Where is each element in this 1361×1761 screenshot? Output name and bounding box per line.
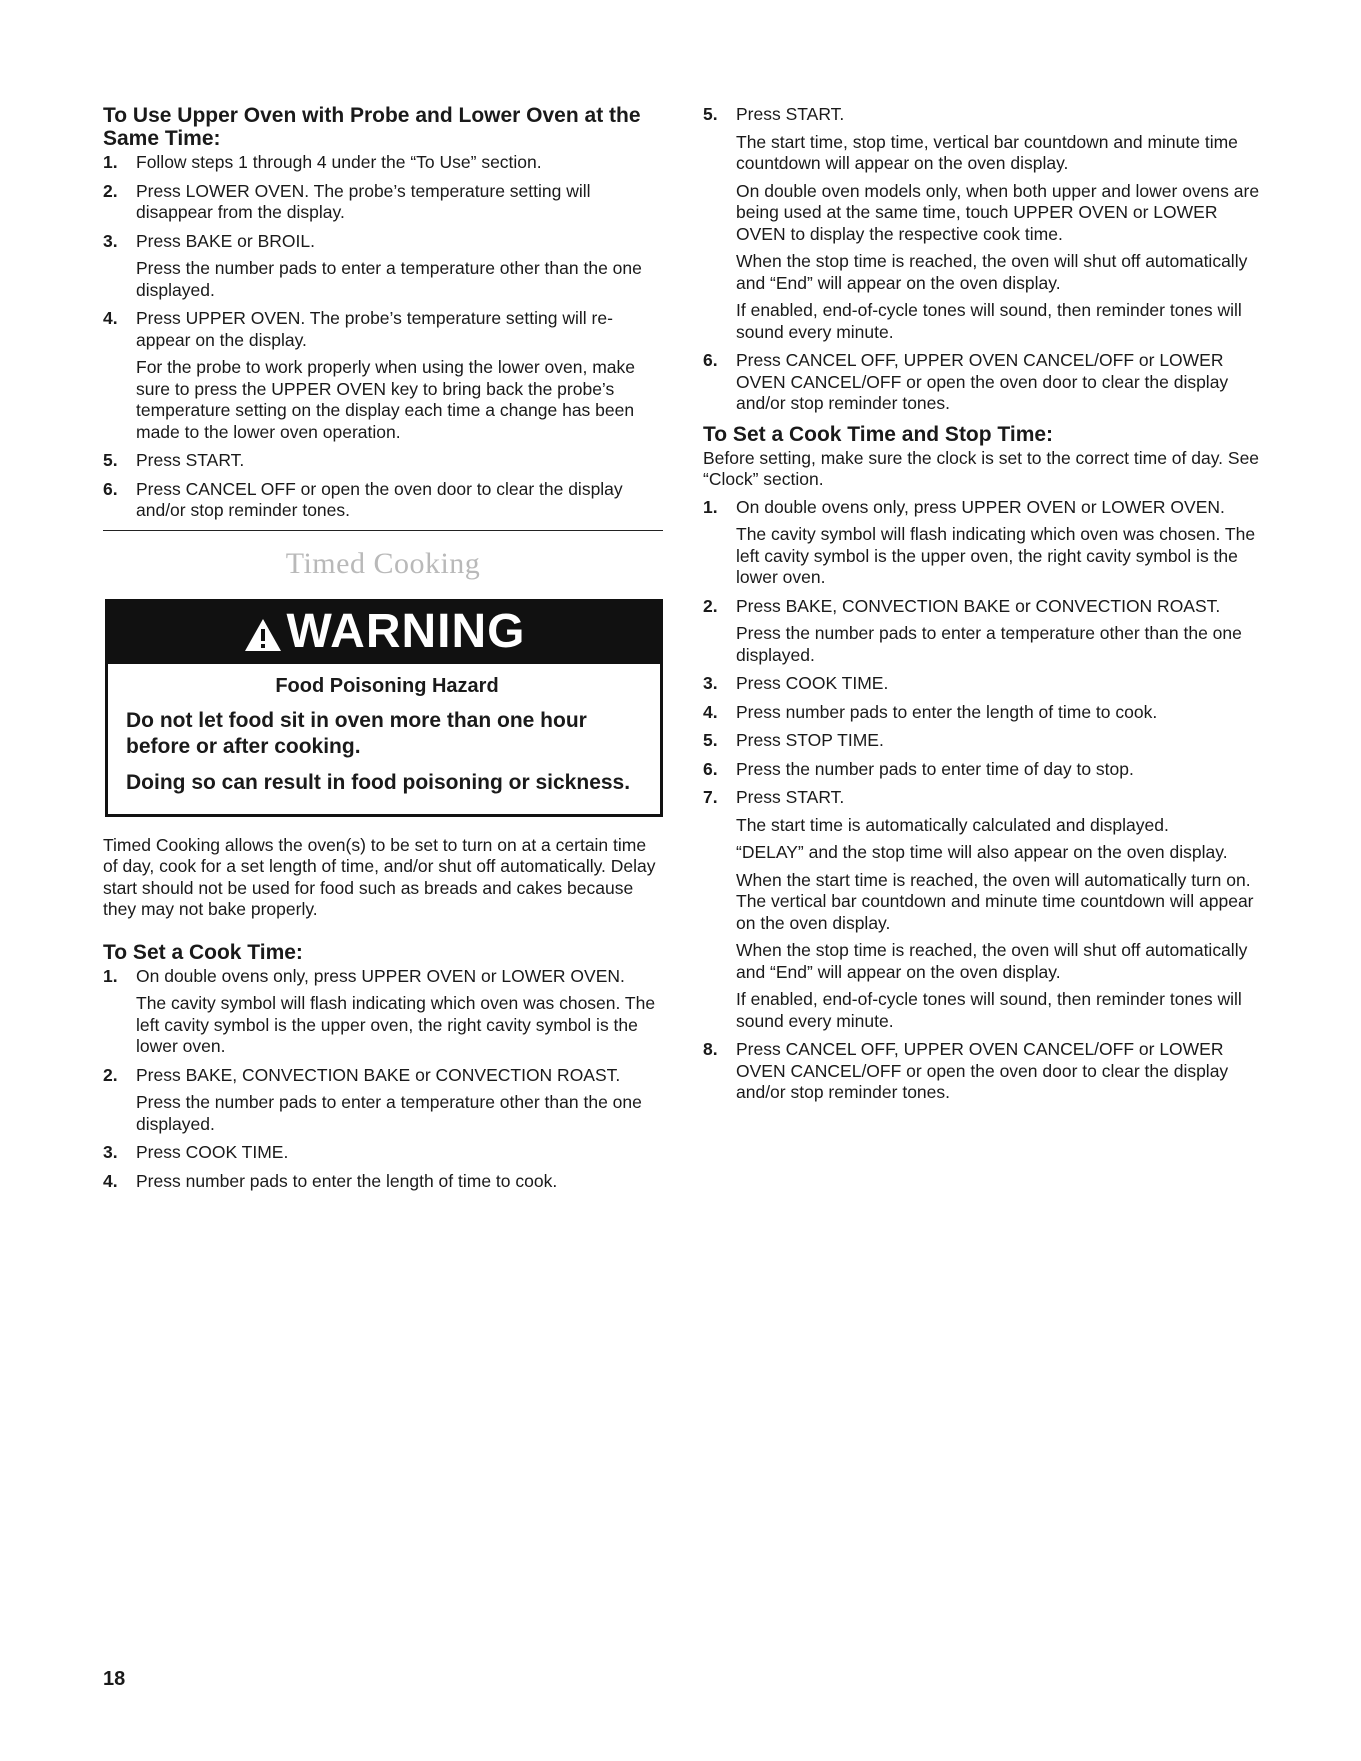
step-item bbox=[103, 966, 663, 1058]
step-text: On double ovens only, press UPPER OVEN or LOWER OVEN. bbox=[736, 496, 1225, 517]
step-item bbox=[103, 450, 663, 472]
step-number: 2. bbox=[103, 180, 118, 201]
step-item bbox=[703, 1039, 1263, 1104]
step-text: Press CANCEL OFF or open the oven door to clear the display and/or stop reminder tones. bbox=[136, 478, 623, 520]
step-note: “DELAY” and the stop time will also appear on the oven display. bbox=[736, 842, 1228, 862]
warning-box bbox=[105, 599, 663, 817]
step-item bbox=[703, 596, 1263, 667]
step-number: 1. bbox=[703, 496, 718, 517]
warning-body bbox=[108, 664, 660, 814]
step-number: 3. bbox=[103, 1142, 118, 1162]
step-text: On double ovens only, press UPPER OVEN or LOWER OVEN. bbox=[136, 965, 625, 986]
warning-hazard: Food Poisoning Hazard bbox=[275, 674, 499, 697]
step-number: 3. bbox=[103, 230, 118, 251]
timed-cooking-intro: Timed Cooking allows the oven(s) to be set to turn on at a certain time of day, cook for a set length of time, and/or shut off automatically. Delay start should not be used for food such as breads and cakes because they may not bake properly. bbox=[103, 834, 656, 919]
step-number: 3. bbox=[703, 673, 718, 693]
warning-line-1: Do not let food sit in oven more than one hour before or after cooking. bbox=[126, 708, 587, 758]
step-text: Press number pads to enter the length of time to cook. bbox=[136, 1170, 558, 1191]
step-text: Press BAKE, CONVECTION BAKE or CONVECTION ROAST. bbox=[736, 595, 1221, 616]
step-number: 5. bbox=[703, 730, 718, 750]
step-item bbox=[103, 231, 663, 302]
step-item bbox=[703, 730, 1263, 752]
step-note: Press the number pads to enter a temperature other than the one displayed. bbox=[136, 258, 642, 300]
step-number: 6. bbox=[703, 350, 718, 370]
step-note: If enabled, end-of-cycle tones will sound, then reminder tones will sound every minute. bbox=[736, 300, 1242, 342]
warning-line-2: Doing so can result in food poisoning or sickness. bbox=[126, 770, 631, 794]
step-item bbox=[103, 181, 663, 224]
step-item bbox=[103, 1142, 663, 1164]
step-note: The cavity symbol will flash indicating which oven was chosen. The left cavity symbol is the upper oven, the right cavity symbol is the lower oven. bbox=[136, 993, 656, 1056]
step-note: On double oven models only, when both upper and lower ovens are being used at the same time, touch UPPER OVEN or LOWER OVEN to display the respective cook time. bbox=[736, 180, 1260, 244]
warning-triangle-icon bbox=[243, 617, 283, 653]
step-text: Press STOP TIME. bbox=[736, 730, 884, 750]
step-text: Press BAKE or BROIL. bbox=[136, 230, 315, 251]
step-text: Press COOK TIME. bbox=[136, 1142, 289, 1162]
step-text: Press START. bbox=[736, 787, 845, 807]
step-note: The start time, stop time, vertical bar countdown and minute time countdown will appear on the oven display. bbox=[736, 131, 1238, 173]
left-column bbox=[103, 104, 663, 1199]
step-item bbox=[703, 673, 1263, 695]
step-number: 1. bbox=[103, 965, 118, 986]
step-item bbox=[103, 1171, 663, 1193]
step-text: Press BAKE, CONVECTION BAKE or CONVECTION ROAST. bbox=[136, 1064, 621, 1085]
step-note: For the probe to work properly when using the lower oven, make sure to press the UPPER OVEN key to bring back the probe’s temperature setting on the display each time a change has been made to the lower oven operation. bbox=[136, 357, 636, 442]
step-number: 6. bbox=[703, 758, 718, 779]
step-item bbox=[103, 308, 663, 443]
step-note: The start time is automatically calculated and displayed. bbox=[736, 814, 1169, 835]
step-item bbox=[703, 350, 1263, 415]
step-item bbox=[103, 1065, 663, 1136]
warning-label: WARNING bbox=[286, 604, 526, 658]
step-text: Press LOWER OVEN. The probe’s temperature setting will disappear from the display. bbox=[136, 180, 591, 222]
cook-stop-intro: Before setting, make sure the clock is set to the correct time of day. See “Clock” section. bbox=[703, 447, 1260, 489]
cook-stop-heading: To Set a Cook Time and Stop Time: bbox=[703, 422, 1054, 446]
cook-time-steps bbox=[103, 966, 663, 1193]
step-item bbox=[103, 152, 663, 174]
step-number: 6. bbox=[103, 478, 118, 499]
step-text: Press the number pads to enter time of day to stop. bbox=[736, 758, 1134, 779]
step-text: Press CANCEL OFF, UPPER OVEN CANCEL/OFF or LOWER OVEN CANCEL/OFF or open the oven door to clear the display and/or stop reminder tones. bbox=[736, 350, 1229, 413]
step-note: Press the number pads to enter a temperature other than the one displayed. bbox=[136, 1092, 642, 1134]
step-number: 2. bbox=[103, 1064, 118, 1085]
cook-time-steps-continued bbox=[703, 104, 1263, 415]
warning-banner bbox=[108, 602, 660, 664]
cook-stop-steps bbox=[703, 497, 1263, 1104]
step-note: Press the number pads to enter a temperature other than the one displayed. bbox=[736, 623, 1242, 665]
page-number: 18 bbox=[103, 1668, 126, 1690]
step-item bbox=[703, 104, 1263, 343]
step-item bbox=[703, 759, 1263, 781]
step-item bbox=[703, 702, 1263, 724]
step-number: 5. bbox=[703, 104, 718, 124]
step-text: Press START. bbox=[736, 104, 845, 124]
step-number: 2. bbox=[703, 595, 718, 616]
step-item bbox=[703, 787, 1263, 1032]
section-divider bbox=[103, 530, 663, 531]
step-number: 8. bbox=[703, 1039, 718, 1059]
step-text: Press COOK TIME. bbox=[736, 673, 889, 693]
step-note: When the start time is reached, the oven will automatically turn on. The vertical bar countdown and minute time countdown will appear on the oven display. bbox=[736, 869, 1254, 933]
probe-section-heading: To Use Upper Oven with Probe and Lower Oven at the Same Time: bbox=[103, 104, 641, 150]
step-note: When the stop time is reached, the oven will shut off automatically and “End” will appear on the oven display. bbox=[736, 251, 1248, 293]
step-text: Press CANCEL OFF, UPPER OVEN CANCEL/OFF or LOWER OVEN CANCEL/OFF or open the oven door to clear the display and/or stop reminder tones. bbox=[736, 1039, 1229, 1102]
step-number: 4. bbox=[103, 308, 118, 328]
step-number: 7. bbox=[703, 787, 718, 807]
right-column bbox=[703, 104, 1263, 1111]
step-item bbox=[703, 497, 1263, 589]
step-number: 4. bbox=[703, 701, 718, 722]
step-number: 5. bbox=[103, 450, 118, 470]
step-note: The cavity symbol will flash indicating which oven was chosen. The left cavity symbol is the upper oven, the right cavity symbol is the lower oven. bbox=[736, 524, 1256, 587]
timed-cooking-title: Timed Cooking bbox=[285, 546, 481, 580]
probe-steps bbox=[103, 152, 663, 522]
step-note: When the stop time is reached, the oven will shut off automatically and “End” will appear on the oven display. bbox=[736, 940, 1248, 982]
step-number: 1. bbox=[103, 152, 118, 172]
step-text: Press UPPER OVEN. The probe’s temperature setting will re-appear on the display. bbox=[136, 308, 613, 350]
cook-time-heading: To Set a Cook Time: bbox=[103, 940, 303, 964]
step-text: Press START. bbox=[136, 450, 245, 470]
step-number: 4. bbox=[103, 1170, 118, 1191]
step-note: If enabled, end-of-cycle tones will sound, then reminder tones will sound every minute. bbox=[736, 989, 1242, 1031]
step-text: Press number pads to enter the length of time to cook. bbox=[736, 701, 1158, 722]
step-item bbox=[103, 479, 663, 522]
step-text: Follow steps 1 through 4 under the “To Use” section. bbox=[136, 152, 542, 172]
